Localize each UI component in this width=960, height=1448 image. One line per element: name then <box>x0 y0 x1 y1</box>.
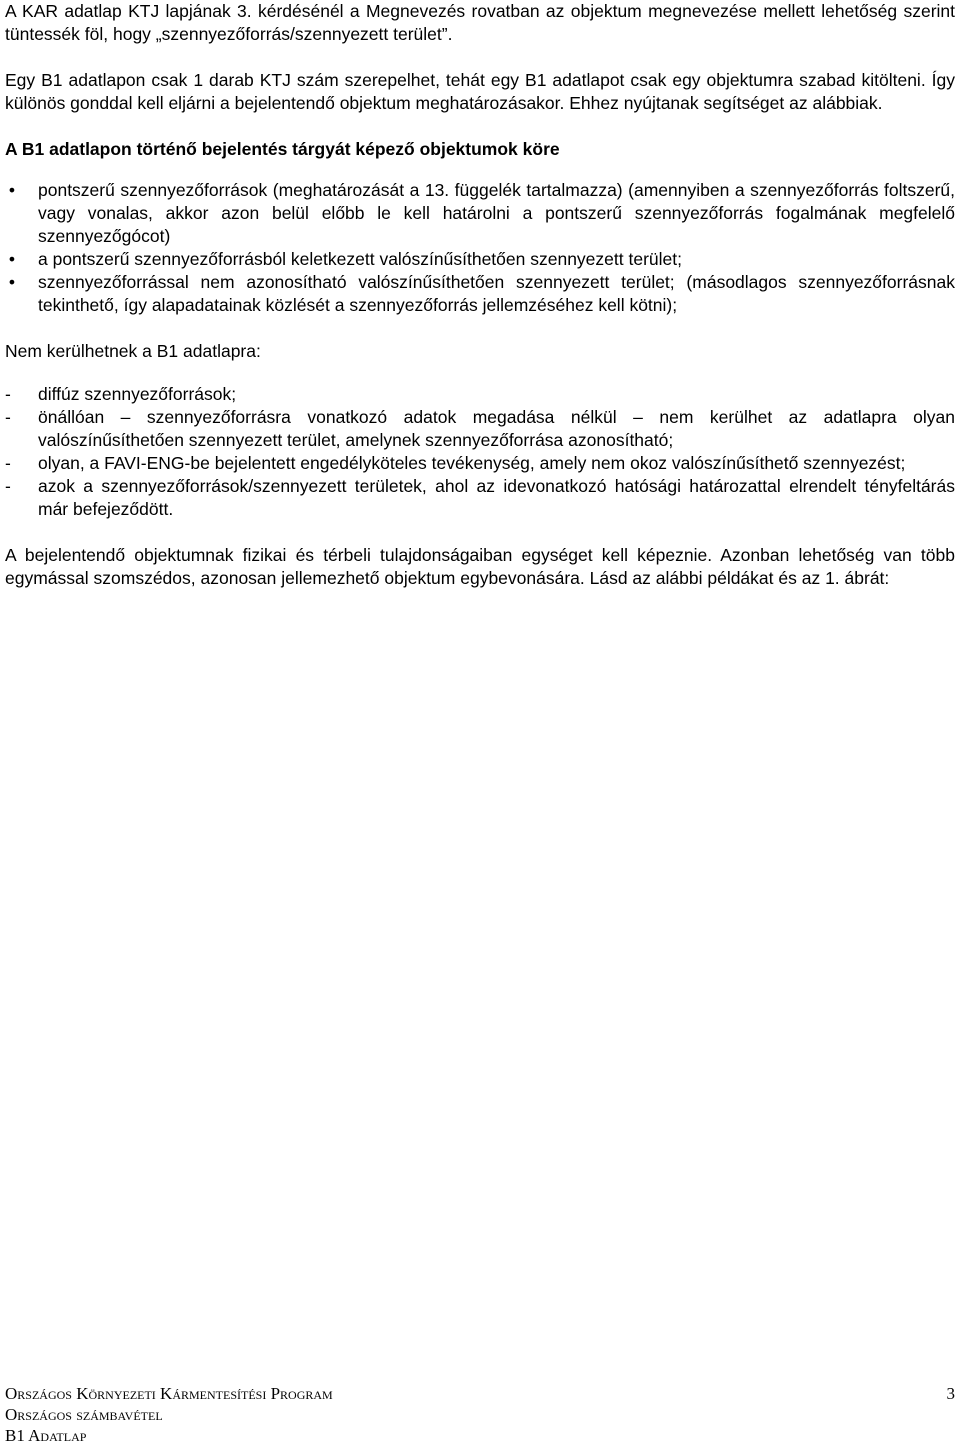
document-body <box>5 0 955 590</box>
list-item <box>5 383 955 406</box>
list-item-text: pontszerű szennyezőforrások (meghatározását a 13. függelék tartalmazza) (amennyiben a szennyezőforrás foltszerű, vagy vonalas, akkor azon belül előbb le kell határolni a pontszerű szennyezőforrás fogalmának megfelelő szennyezőgócot) <box>38 180 955 246</box>
footer-form-name: B1 Adatlap <box>5 1426 87 1445</box>
list-item <box>5 475 955 521</box>
list-item-text: a pontszerű szennyezőforrásból keletkezett valószínűsíthetően szennyezett terület; <box>38 249 682 269</box>
page-footer <box>5 1383 955 1446</box>
bullet-icon: • <box>8 180 16 200</box>
section-heading: A B1 adatlapon történő bejelentés tárgyát képező objektumok köre <box>5 139 560 159</box>
bullet-icon: • <box>8 272 16 292</box>
page-number: 3 <box>946 1384 955 1403</box>
intro-paragraph-2: Egy B1 adatlapon csak 1 darab KTJ szám szerepelhet, tehát egy B1 adatlapot csak egy objektumra szabad kitölteni. Így különös gonddal kell eljárni a bejelentendő objektum meghatározásakor. Ehhez nyújtanak segítséget az alábbiak. <box>5 70 955 113</box>
list-item-text: önállóan – szennyezőforrásra vonatkozó adatok megadása nélkül – nem kerülhet az adatlapra olyan valószínűsíthetően szennyezett terület, amelynek szennyezőforrása azonosítható; <box>38 407 955 450</box>
list-item <box>5 452 955 475</box>
exclusion-list <box>5 383 955 521</box>
list-item <box>5 406 955 452</box>
closing-paragraph: A bejelentendő objektumnak fizikai és térbeli tulajdonságaiban egységet kell képeznie. Azonban lehetőség van több egymással szomszédos, azonosan jellemezhető objektum egybevonására. Lásd az alábbi példákat és az 1. ábrát: <box>5 545 955 588</box>
list-item-text: olyan, a FAVI-ENG-be bejelentett engedélyköteles tevékenység, amely nem okoz valószínűsíthető szennyezést; <box>38 453 906 473</box>
dash-marker: - <box>5 384 11 404</box>
list-item <box>5 271 955 317</box>
list-item-text: szennyezőforrással nem azonosítható valószínűsíthetően szennyezett terület; (másodlagos szennyezőforrásnak tekinthető, így alapadatainak közlését a szennyezőforrás jellemzéséhez kell kötni); <box>38 272 955 315</box>
dash-marker: - <box>5 453 11 473</box>
exclusion-title: Nem kerülhetnek a B1 adatlapra: <box>5 341 261 361</box>
list-item <box>5 248 955 271</box>
dash-marker: - <box>5 407 11 427</box>
bullet-icon: • <box>8 249 16 269</box>
list-item <box>5 179 955 248</box>
object-scope-list <box>5 179 955 317</box>
footer-program-name: Országos Környezeti Kármentesítési Program <box>5 1384 333 1403</box>
dash-marker: - <box>5 476 11 496</box>
intro-paragraph-1: A KAR adatlap KTJ lapjának 3. kérdésénél a Megnevezés rovatban az objektum megnevezése mellett lehetőség szerint tüntessék föl, hogy „szennyezőforrás/szennyezett terület”. <box>5 1 955 44</box>
list-item-text: azok a szennyezőforrások/szennyezett területek, ahol az idevonatkozó hatósági határozattal elrendelt tényfeltárás már befejeződött. <box>38 476 955 519</box>
list-item-text: diffúz szennyezőforrások; <box>38 384 237 404</box>
footer-subtitle: Országos számbavétel <box>5 1405 163 1424</box>
